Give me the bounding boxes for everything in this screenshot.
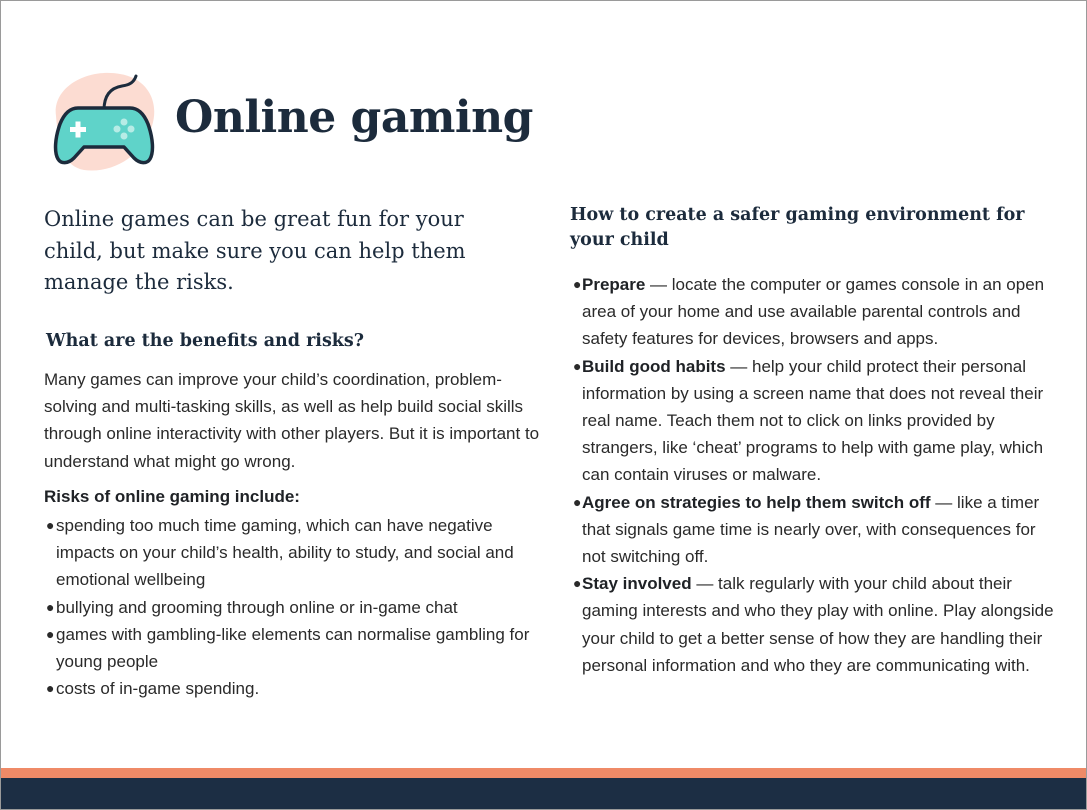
dpad-vertical (76, 122, 81, 138)
risk-text: bullying and grooming through online or in-game chat (56, 597, 458, 617)
tip-text: — talk regularly with your child about their gaming interests and who they play with online. Play alongside your child to get a better sense of how they are handling their personal information and who they are communicating with. (582, 574, 1054, 675)
list-item (573, 489, 1063, 571)
bullet: ● (573, 493, 582, 510)
tip-title: Agree on strategies to help them switch off (582, 492, 931, 512)
bullet: ● (46, 680, 55, 697)
list-item (46, 594, 546, 621)
footer-accent-bar (1, 768, 1086, 778)
intro-text: Online games can be great fun for your child, but make sure you can help them manage the risks. (44, 207, 466, 294)
bullet: ● (573, 575, 582, 592)
list-item (573, 570, 1063, 679)
tip-title: Prepare (582, 275, 646, 294)
bullet: ● (573, 357, 582, 374)
safer-environment-heading: How to create a safer gaming environment for your child (570, 205, 1025, 250)
bullet: ● (46, 625, 55, 642)
gamepad-icon (46, 66, 160, 176)
face-button-right (128, 126, 135, 133)
face-button-bottom (121, 133, 128, 140)
risk-text: costs of in-game spending. (56, 679, 260, 699)
face-button-top (121, 119, 128, 126)
list-item (46, 621, 546, 675)
risk-text: spending too much time gaming, which can have negative impacts on your child’s health, ability to study, and social and emotional wellbeing (56, 516, 514, 590)
tips-list (573, 271, 1063, 679)
footer-bar (1, 778, 1086, 809)
list-item (573, 353, 1063, 489)
risk-text: games with gambling-like elements can normalise gambling for young people (56, 624, 530, 672)
tip-title: Stay involved (582, 574, 692, 594)
bullet: ● (573, 276, 582, 292)
tip-title: Build good habits (582, 356, 726, 376)
bullet: ● (46, 598, 55, 615)
benefits-paragraph: Many games can improve your child’s coordination, problem-solving and multi-tasking skills, as well as help build social skills through online interactivity with other players. But it is important to understand what might go wrong. (44, 370, 540, 471)
page-title: Online gaming (175, 92, 533, 143)
benefits-heading: What are the benefits and risks? (46, 331, 365, 351)
tip-text: — locate the computer or games console in an open area of your home and use available parental controls and safety features for devices, browsers and apps. (582, 275, 1045, 349)
risks-heading: Risks of online gaming include: (44, 487, 300, 506)
tip-text: — like a timer that signals game time is nearly over, with consequences for not switching off. (582, 492, 1040, 567)
list-item (46, 675, 546, 702)
list-item (46, 512, 546, 594)
list-item (573, 271, 1063, 353)
risks-list (46, 512, 546, 702)
face-button-left (114, 126, 121, 133)
tip-text: — help your child protect their personal information by using a screen name that does not reveal their real name. Teach them not to click on links provided by strangers, like ‘cheat’ programs to help with game play, which can contain viruses or malware. (582, 356, 1044, 485)
bullet: ● (46, 517, 55, 533)
